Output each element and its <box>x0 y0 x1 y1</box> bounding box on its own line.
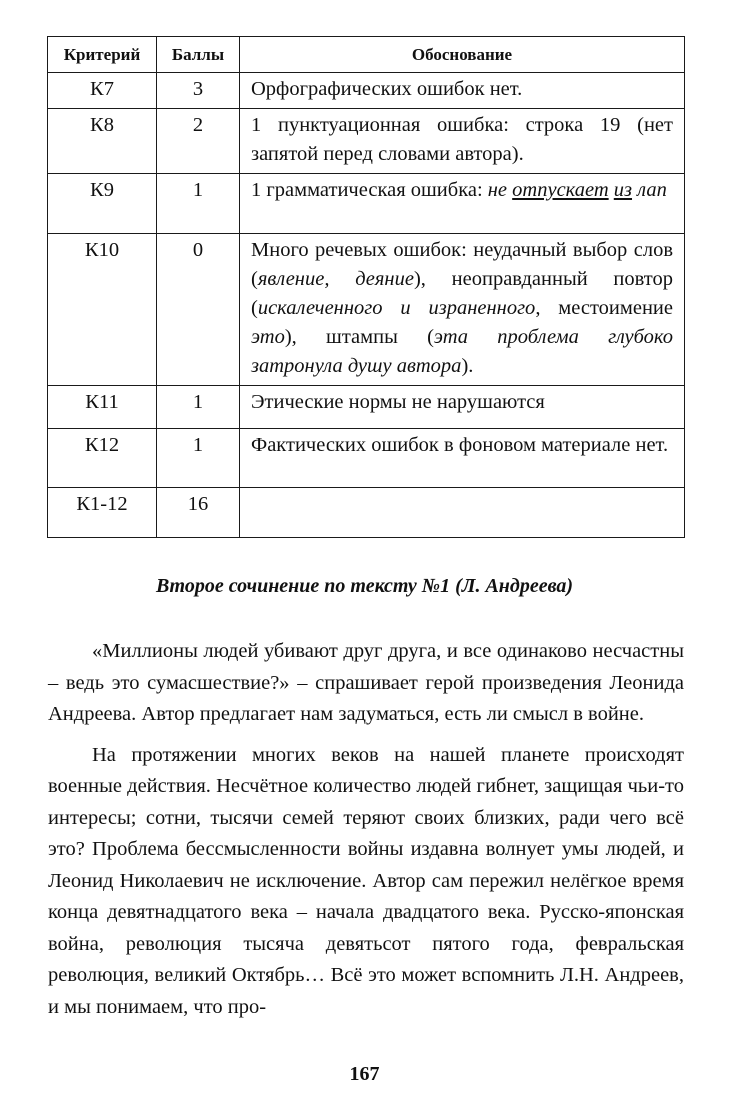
criterion-cell: К7 <box>48 73 157 109</box>
table-row <box>48 429 685 488</box>
justification-cell: Орфографических ошибок нет. <box>240 73 685 109</box>
table-row <box>48 234 685 386</box>
criterion-cell: К12 <box>48 429 157 488</box>
justification-cell: Фактических ошибок в фоновом материале нет. <box>240 429 685 488</box>
essay-body <box>48 636 684 1032</box>
criterion-cell: К9 <box>48 174 157 234</box>
table-row <box>48 488 685 538</box>
score-cell: 3 <box>157 73 240 109</box>
table-row <box>48 73 685 109</box>
criteria-table <box>47 36 685 538</box>
criterion-cell: К8 <box>48 109 157 174</box>
score-cell: 1 <box>157 386 240 429</box>
score-cell: 1 <box>157 174 240 234</box>
score-cell: 2 <box>157 109 240 174</box>
score-cell: 1 <box>157 429 240 488</box>
essay-heading: Второе сочинение по тексту №1 (Л. Андреева) <box>155 575 574 597</box>
justification-cell: 1 пунктуационная ошибка: строка 19 (нет запятой перед словами автора). <box>240 109 685 174</box>
justification-cell: 1 грамматическая ошибка: не отпускает из лап <box>240 174 685 234</box>
table-row <box>48 386 685 429</box>
header-justification: Обоснование <box>240 37 685 73</box>
criterion-cell: К10 <box>48 234 157 386</box>
criterion-cell: К11 <box>48 386 157 429</box>
page-number: 167 <box>349 1063 380 1085</box>
table-row <box>48 109 685 174</box>
score-cell: 16 <box>157 488 240 538</box>
justification-cell: Этические нормы не нарушаются <box>240 386 685 429</box>
table-row <box>48 174 685 234</box>
essay-paragraph: На протяжении многих веков на нашей планете происходят военные действия. Несчётное количество людей гибнет, защищая чьи-то интересы; сотни, тысячи семей теряют своих близких, ради чего всё это? Проблема бессмысленности войны издавна волнует умы людей, и Леонид Николаевич не исключение. Автор сам пережил нелёгкое время конца девятнадцатого века – начала двадцатого века. Русско-японская война, революция тысяча девятьсот пятого года, февральская революция, великий Октябрь… Всё это может вспомнить Л.Н. Андреев, и мы понимаем, что про- <box>48 743 684 1018</box>
justification-cell: Много речевых ошибок: неудачный выбор слов (явление, деяние), неоправданный повтор (искалеченного и израненного, местоимение это), штампы (эта проблема глубоко затронула душу автора). <box>240 234 685 386</box>
essay-paragraph: «Миллионы людей убивают друг друга, и все одинаково несчастны – ведь это сумасшествие?» – спрашивает герой произведения Леонида Андреева. Автор предлагает нам задуматься, есть ли смысл в войне. <box>48 640 684 725</box>
table-header-row <box>48 37 685 73</box>
score-cell: 0 <box>157 234 240 386</box>
criterion-cell: К1-12 <box>48 488 157 538</box>
header-criterion: Критерий <box>48 37 157 73</box>
header-score: Баллы <box>157 37 240 73</box>
justification-cell <box>240 488 685 538</box>
